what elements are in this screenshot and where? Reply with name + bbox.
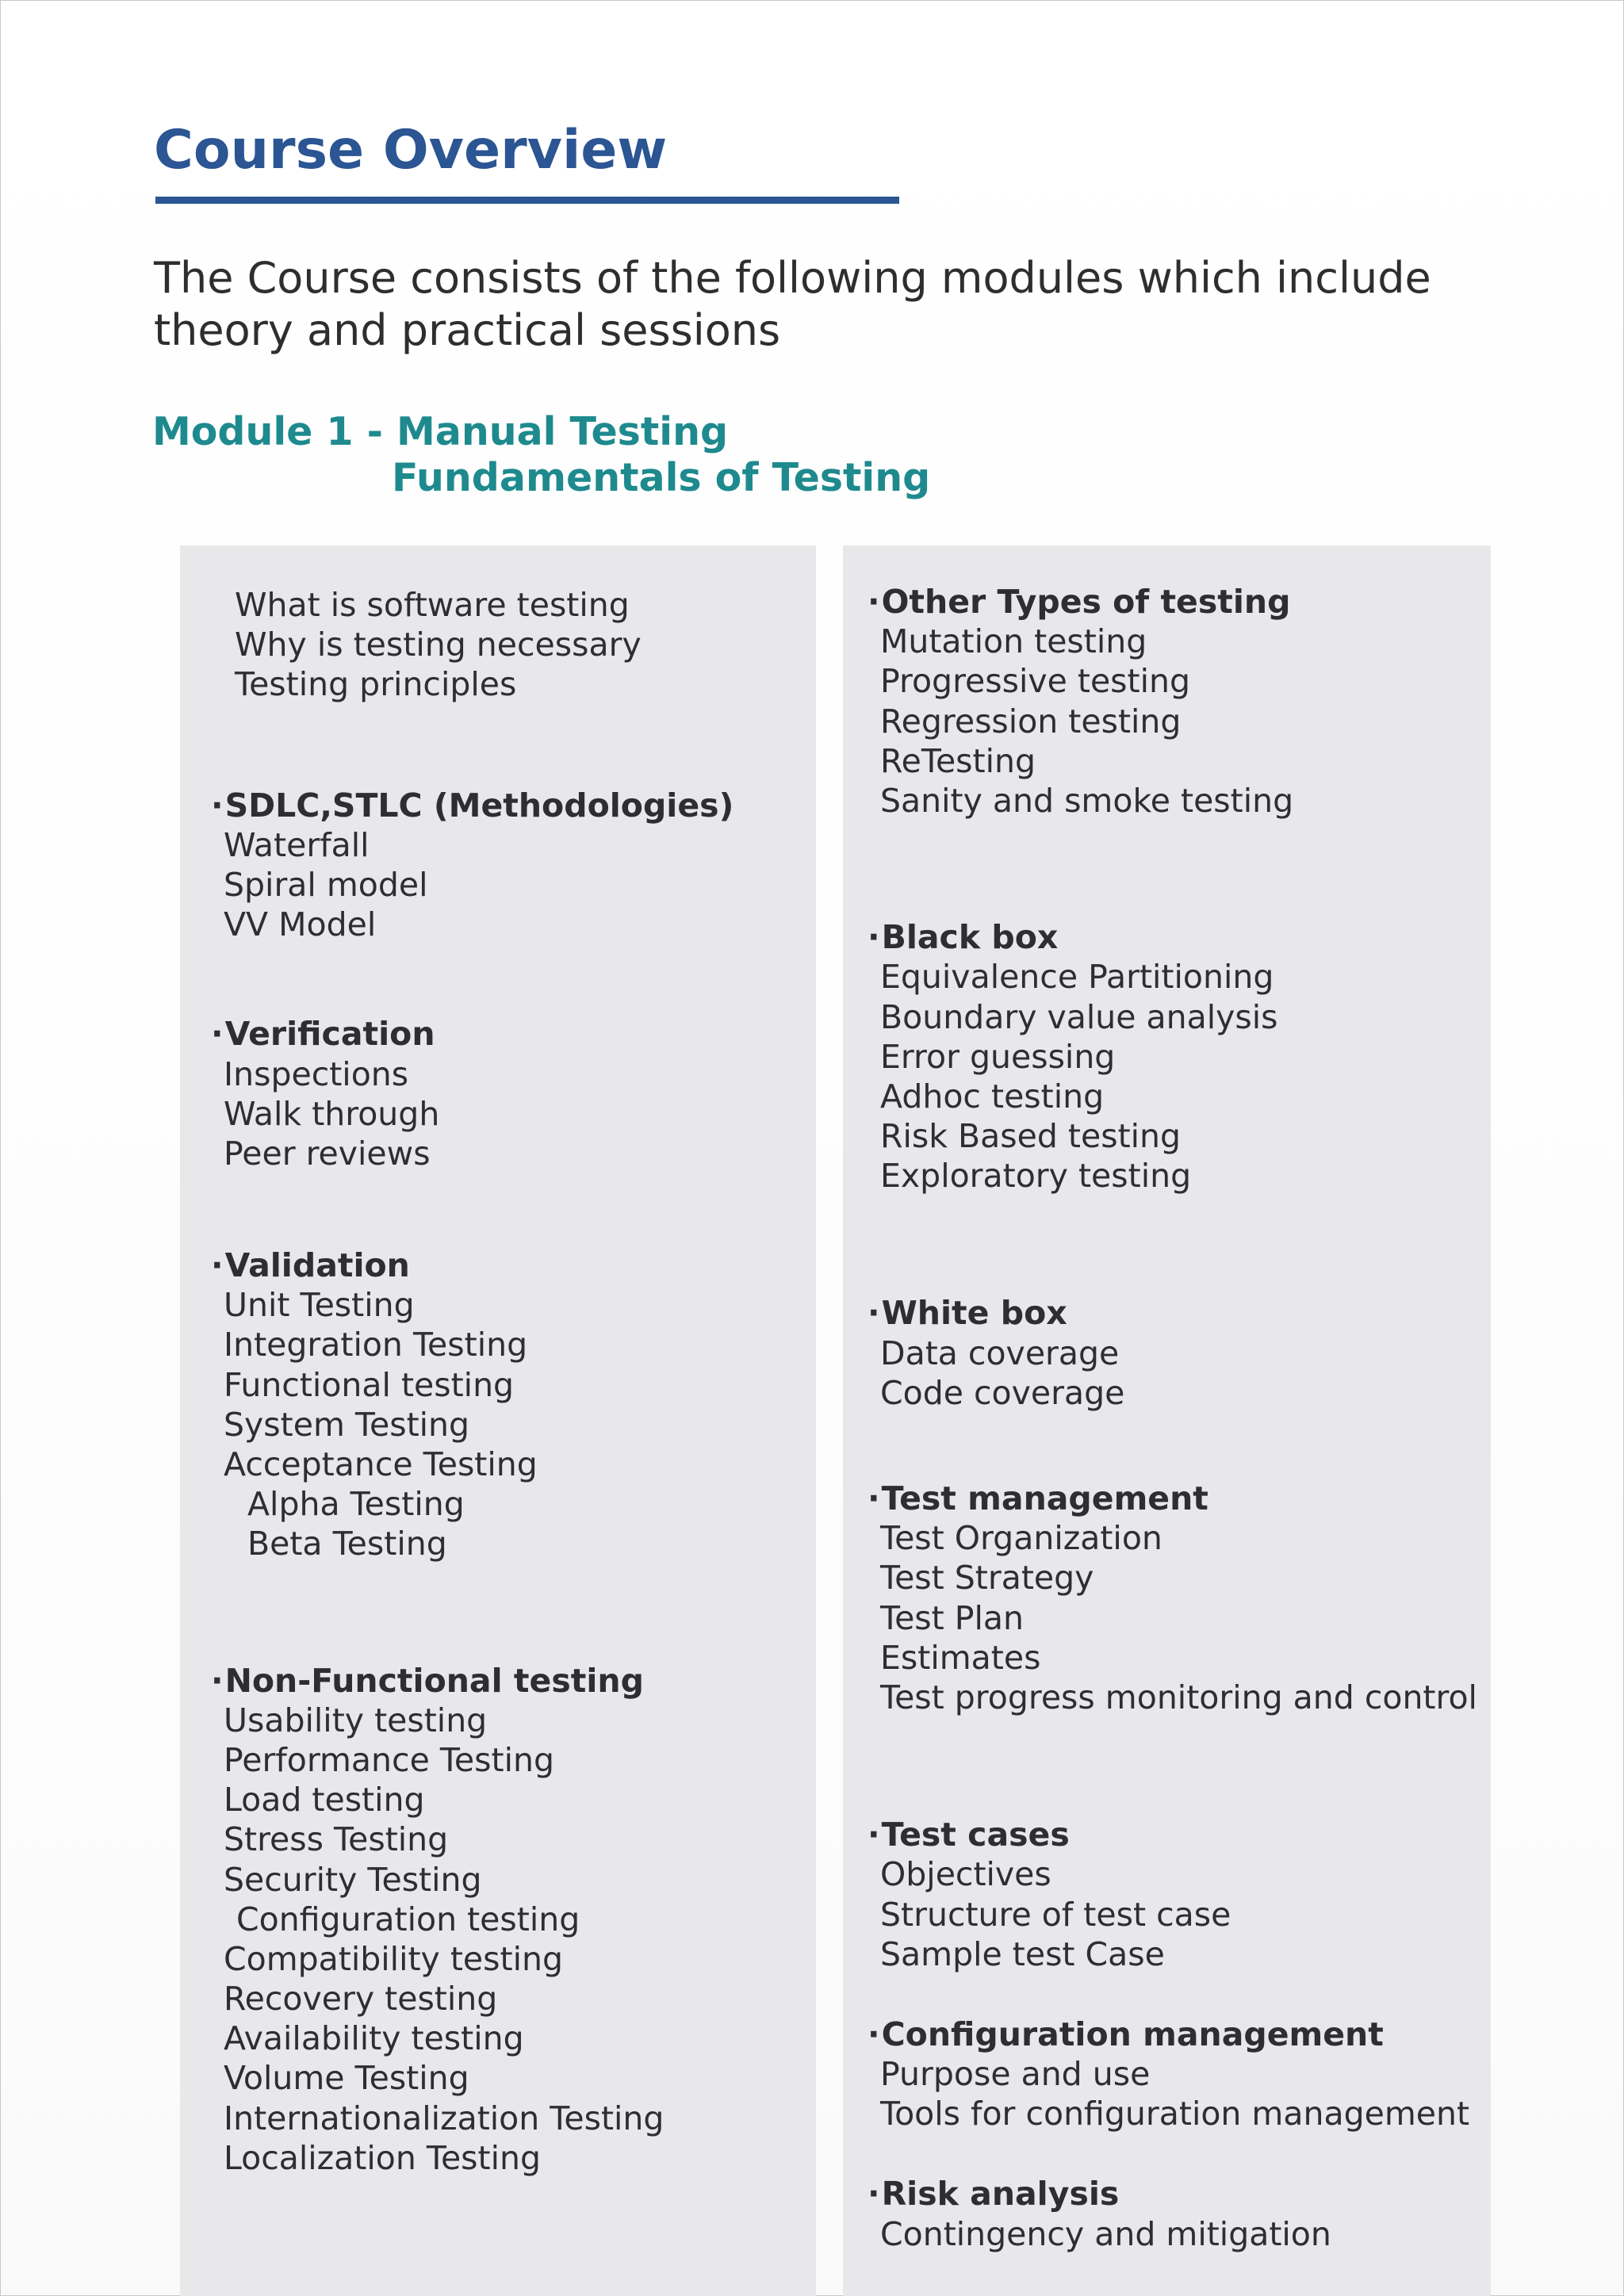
left-column bbox=[211, 585, 733, 2178]
module-subtitle: Fundamentals of Testing bbox=[392, 455, 931, 500]
list-item: Acceptance Testing bbox=[224, 1445, 538, 1483]
list-item: Test Strategy bbox=[880, 1559, 1094, 1598]
list-item: Exploratory testing bbox=[880, 1157, 1192, 1196]
intro-paragraph: The Course consists of the following modules which include theory and practical sessions bbox=[154, 253, 1431, 355]
section-heading-label: SDLC,STLC (Methodologies) bbox=[224, 786, 734, 825]
list-item: Contingency and mitigation bbox=[880, 2214, 1331, 2253]
section-heading-label: Non-Functional testing bbox=[224, 1661, 644, 1700]
list-item: Test Plan bbox=[880, 1598, 1024, 1637]
bullet-icon: · bbox=[211, 1015, 224, 1054]
list-item: Adhoc testing bbox=[880, 1077, 1105, 1115]
section-heading bbox=[211, 1014, 733, 1054]
list-item: Testing principles bbox=[235, 665, 517, 704]
list-item: Mutation testing bbox=[880, 622, 1147, 661]
bullet-icon: · bbox=[211, 1246, 224, 1285]
page-title: Course Overview bbox=[154, 119, 668, 182]
bullet-icon: · bbox=[211, 786, 224, 825]
list-item: Purpose and use bbox=[880, 2055, 1151, 2094]
section-heading bbox=[211, 1661, 733, 1701]
list-item: Test Organization bbox=[880, 1519, 1162, 1558]
list-item: Waterfall bbox=[224, 825, 370, 864]
section-heading-label: Test cases bbox=[881, 1816, 1070, 1854]
section-heading bbox=[868, 2015, 1477, 2054]
list-item: Code coverage bbox=[880, 1373, 1125, 1412]
list-item: Walk through bbox=[224, 1094, 440, 1133]
section-heading-label: Validation bbox=[224, 1246, 410, 1285]
list-item: Alpha Testing bbox=[247, 1485, 465, 1524]
list-item: Localization Testing bbox=[224, 2138, 542, 2177]
list-item: Compatibility testing bbox=[224, 1939, 563, 1978]
list-item: Sample test Case bbox=[880, 1934, 1165, 1973]
list-item: Usability testing bbox=[224, 1701, 488, 1739]
list-item: Objectives bbox=[880, 1855, 1051, 1894]
section-heading-label: Black box bbox=[881, 918, 1059, 957]
list-item: Regression testing bbox=[880, 702, 1182, 740]
title-underline bbox=[155, 197, 899, 204]
bullet-icon: · bbox=[868, 1294, 880, 1333]
list-item: Estimates bbox=[880, 1638, 1041, 1677]
list-item: Beta Testing bbox=[247, 1525, 447, 1563]
list-item: Error guessing bbox=[880, 1037, 1116, 1076]
list-item: Volume Testing bbox=[224, 2059, 469, 2098]
section-heading-label: White box bbox=[881, 1294, 1067, 1333]
list-item: Functional testing bbox=[224, 1365, 515, 1404]
section-heading bbox=[868, 2174, 1477, 2214]
list-item: Equivalence Partitioning bbox=[880, 958, 1274, 997]
bullet-icon: · bbox=[868, 583, 880, 621]
list-item: Spiral model bbox=[224, 865, 428, 904]
list-item: Tools for configuration management bbox=[880, 2095, 1470, 2133]
section-heading bbox=[868, 917, 1477, 957]
list-item: Boundary value analysis bbox=[880, 997, 1278, 1036]
section-heading bbox=[868, 1479, 1477, 1518]
list-item: Performance Testing bbox=[224, 1740, 554, 1779]
section-heading-label: Verification bbox=[224, 1015, 435, 1054]
bullet-icon: · bbox=[868, 2175, 880, 2214]
section-heading-label: Test management bbox=[881, 1479, 1208, 1517]
section-heading bbox=[868, 1815, 1477, 1854]
list-item: Recovery testing bbox=[224, 1980, 498, 2019]
list-item: ReTesting bbox=[880, 741, 1036, 780]
list-item: Test progress monitoring and control bbox=[880, 1678, 1477, 1716]
section-heading bbox=[868, 582, 1477, 622]
list-item: Why is testing necessary bbox=[235, 626, 642, 664]
list-item: Internationalization Testing bbox=[224, 2099, 665, 2137]
section-heading bbox=[868, 1293, 1477, 1333]
section-heading-label: Other Types of testing bbox=[881, 583, 1291, 621]
list-item: Configuration testing bbox=[236, 1900, 580, 1938]
list-item: Inspections bbox=[224, 1054, 409, 1093]
list-item: System Testing bbox=[224, 1405, 470, 1444]
list-item: Stress Testing bbox=[224, 1820, 449, 1859]
list-item: Peer reviews bbox=[224, 1134, 431, 1173]
list-item: VV Model bbox=[224, 905, 377, 944]
section-heading bbox=[211, 1246, 733, 1285]
list-item: Data coverage bbox=[880, 1334, 1120, 1372]
list-item: Availability testing bbox=[224, 2019, 524, 2058]
bullet-icon: · bbox=[868, 918, 880, 957]
bullet-icon: · bbox=[868, 1479, 880, 1517]
list-item: What is software testing bbox=[235, 586, 630, 624]
list-item: Unit Testing bbox=[224, 1286, 415, 1325]
module-heading: Module 1 - Manual Testing bbox=[152, 409, 729, 454]
section-heading-label: Configuration management bbox=[881, 2015, 1384, 2053]
list-item: Structure of test case bbox=[880, 1895, 1231, 1934]
right-column bbox=[868, 582, 1477, 2254]
list-item: Progressive testing bbox=[880, 662, 1191, 701]
section-heading-label: Risk analysis bbox=[881, 2175, 1120, 2214]
bullet-icon: · bbox=[868, 1816, 880, 1854]
list-item: Risk Based testing bbox=[880, 1117, 1182, 1156]
list-item: Load testing bbox=[224, 1781, 425, 1820]
bullet-icon: · bbox=[211, 1661, 224, 1700]
bullet-icon: · bbox=[868, 2015, 880, 2053]
section-heading bbox=[211, 786, 733, 825]
list-item: Integration Testing bbox=[224, 1326, 528, 1364]
list-item: Security Testing bbox=[224, 1860, 482, 1899]
list-item: Sanity and smoke testing bbox=[880, 781, 1294, 820]
